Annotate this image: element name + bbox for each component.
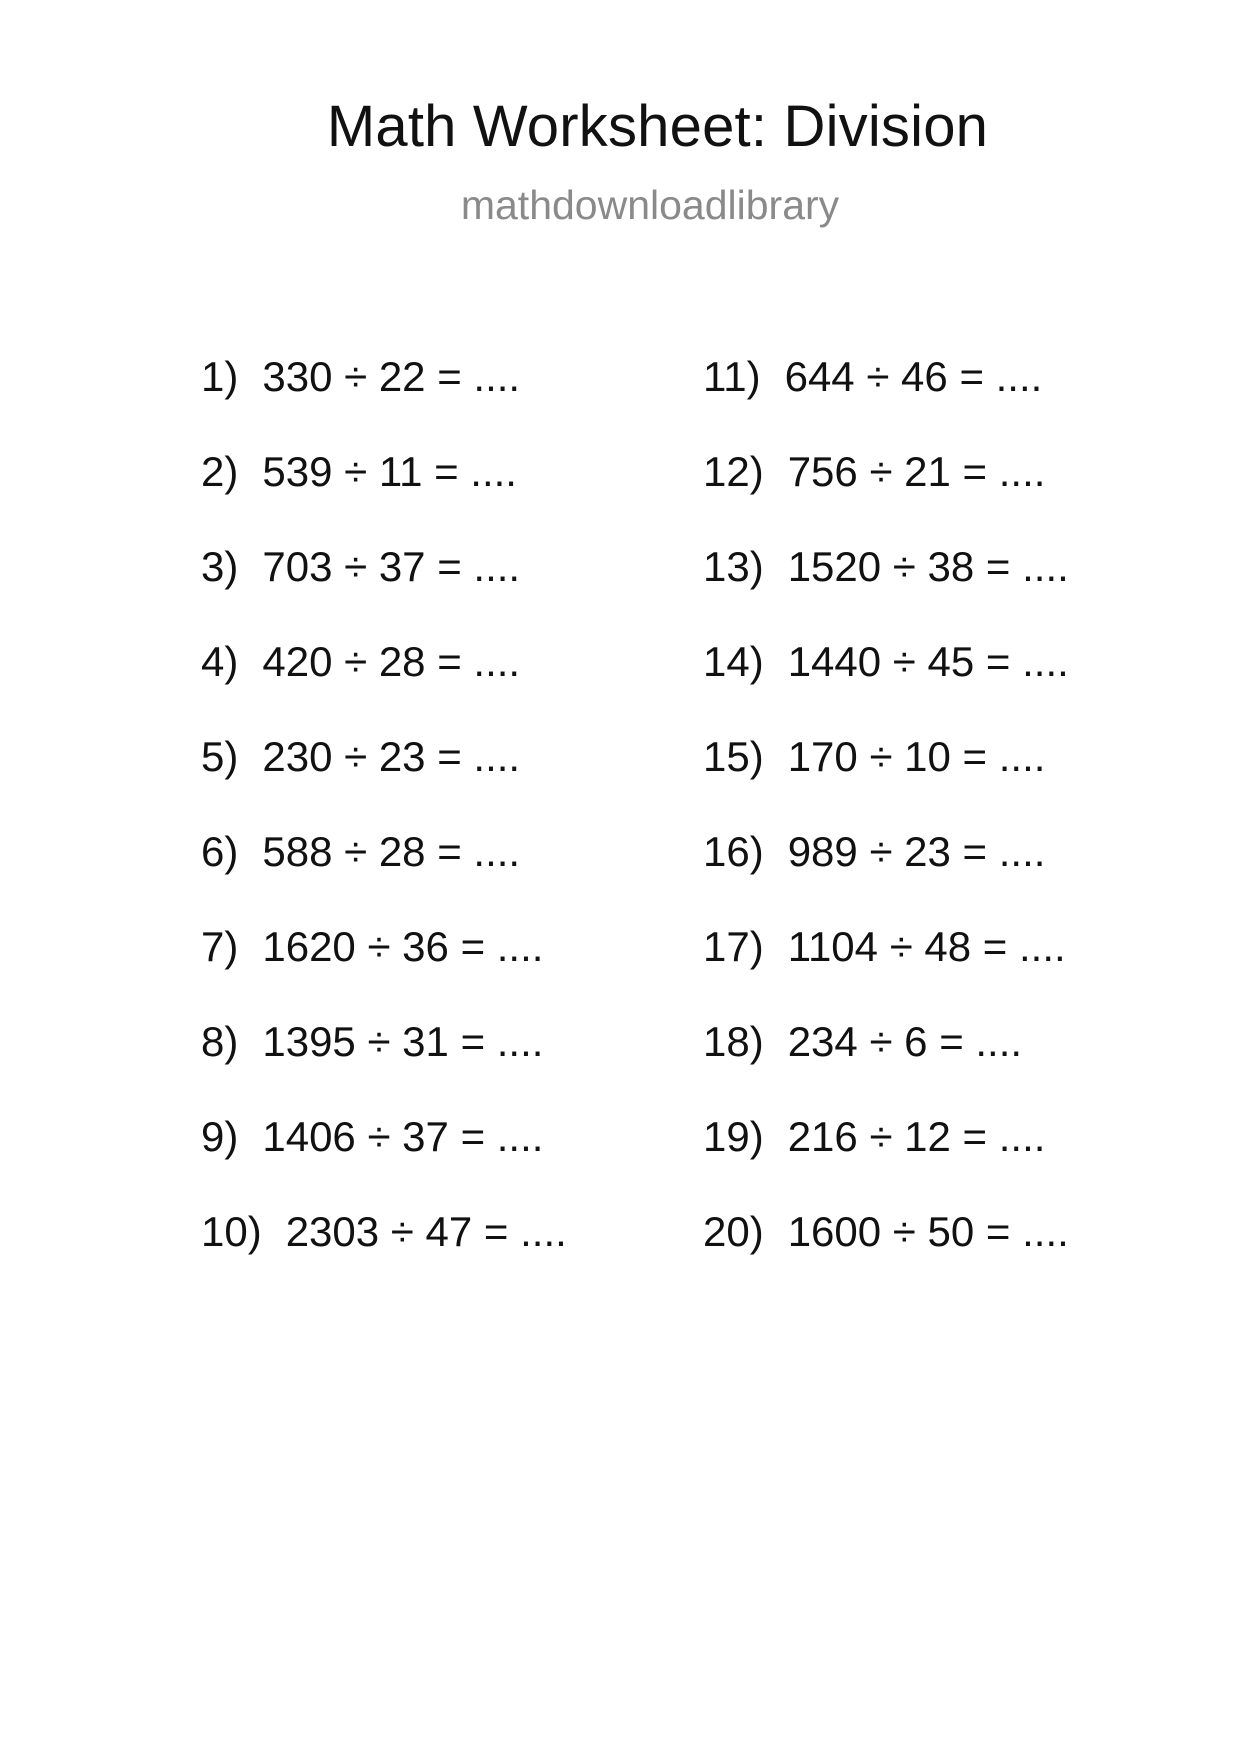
problem-item — [703, 354, 1069, 449]
problem-expression: 756 ÷ 21 = .... — [787, 448, 1046, 495]
problem-item — [201, 924, 567, 1019]
problem-expression: 1520 ÷ 38 = .... — [787, 543, 1069, 590]
problem-expression: 539 ÷ 11 = .... — [262, 448, 517, 495]
problem-number: 2) — [201, 448, 239, 495]
problem-column-right — [703, 354, 1069, 1304]
problem-expression: 230 ÷ 23 = .... — [262, 733, 521, 780]
problem-number: 3) — [201, 543, 239, 590]
problem-number: 17) — [703, 923, 764, 970]
problem-item — [703, 734, 1069, 829]
problem-expression: 1600 ÷ 50 = .... — [787, 1208, 1069, 1255]
problem-expression: 1440 ÷ 45 = .... — [787, 638, 1069, 685]
problem-expression: 644 ÷ 46 = .... — [784, 353, 1043, 400]
problem-number: 12) — [703, 448, 764, 495]
problem-number: 9) — [201, 1113, 239, 1160]
problem-expression: 216 ÷ 12 = .... — [787, 1113, 1046, 1160]
problem-expression: 1104 ÷ 48 = .... — [787, 923, 1066, 970]
problem-number: 7) — [201, 923, 239, 970]
problem-expression: 2303 ÷ 47 = .... — [285, 1208, 567, 1255]
problem-number: 1) — [201, 353, 239, 400]
problem-item — [703, 1114, 1069, 1209]
problem-item — [703, 924, 1069, 1019]
problem-number: 20) — [703, 1208, 764, 1255]
problem-number: 18) — [703, 1018, 764, 1065]
problem-number: 16) — [703, 828, 764, 875]
problem-expression: 170 ÷ 10 = .... — [787, 733, 1046, 780]
page-subtitle: mathdownloadlibrary — [460, 182, 840, 228]
problem-expression: 1395 ÷ 31 = .... — [262, 1018, 544, 1065]
problem-item — [201, 829, 567, 924]
page-title: Math Worksheet: Division — [326, 94, 989, 159]
problem-number: 11) — [703, 353, 761, 400]
problem-number: 15) — [703, 733, 764, 780]
problem-number: 8) — [201, 1018, 239, 1065]
problem-number: 6) — [201, 828, 239, 875]
problem-number: 14) — [703, 638, 764, 685]
problem-expression: 703 ÷ 37 = .... — [262, 543, 521, 590]
problem-column-left — [201, 354, 567, 1304]
problem-item — [703, 544, 1069, 639]
problem-item — [201, 1209, 567, 1304]
problem-item — [703, 829, 1069, 924]
problem-expression: 1620 ÷ 36 = .... — [262, 923, 544, 970]
problem-number: 10) — [201, 1208, 262, 1255]
problem-number: 4) — [201, 638, 239, 685]
problem-number: 13) — [703, 543, 764, 590]
problem-expression: 588 ÷ 28 = .... — [262, 828, 521, 875]
problem-number: 5) — [201, 733, 239, 780]
problem-number: 19) — [703, 1113, 764, 1160]
problem-item — [201, 639, 567, 734]
problem-item — [703, 449, 1069, 544]
problem-item — [201, 1114, 567, 1209]
problem-item — [201, 449, 567, 544]
problem-expression: 420 ÷ 28 = .... — [262, 638, 521, 685]
problem-item — [201, 544, 567, 639]
problem-item — [201, 354, 567, 449]
problem-expression: 234 ÷ 6 = .... — [787, 1018, 1023, 1065]
problem-expression: 1406 ÷ 37 = .... — [262, 1113, 544, 1160]
problem-expression: 989 ÷ 23 = .... — [787, 828, 1046, 875]
problem-expression: 330 ÷ 22 = .... — [262, 353, 521, 400]
problem-item — [201, 1019, 567, 1114]
problem-item — [703, 1209, 1069, 1304]
problem-item — [703, 1019, 1069, 1114]
problem-item — [201, 734, 567, 829]
problem-item — [703, 639, 1069, 734]
